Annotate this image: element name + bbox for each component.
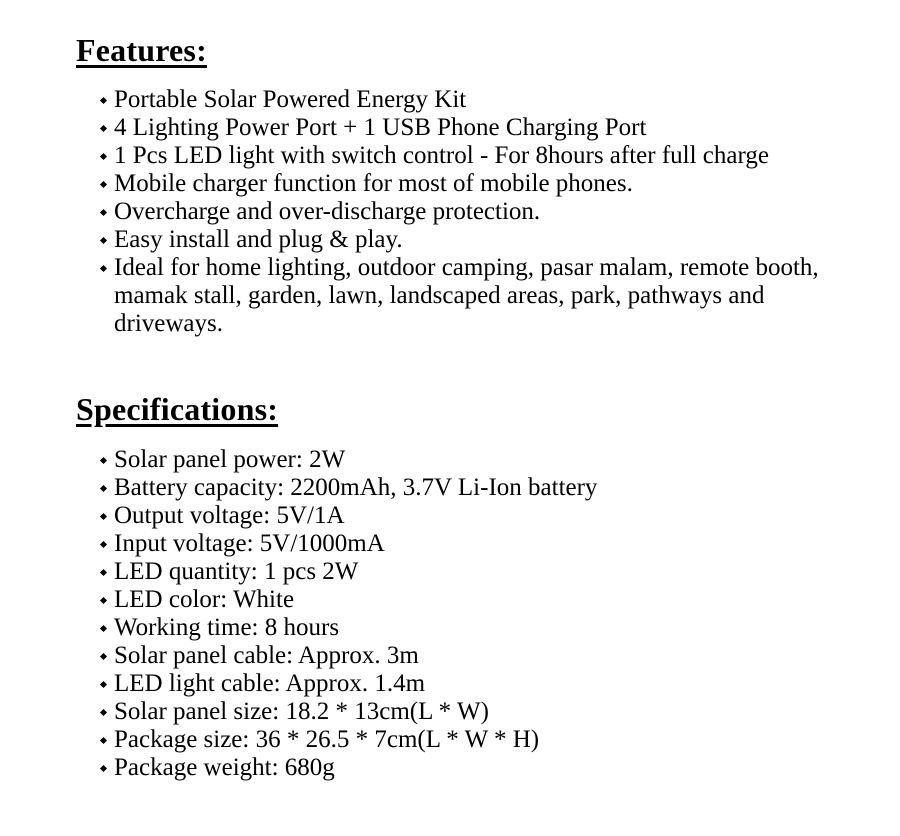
list-item (100, 558, 844, 586)
diamond-bullet-icon (100, 237, 107, 244)
list-item-text: Solar panel cable: Approx. 3m (114, 642, 419, 669)
list-item (100, 142, 844, 170)
list-item (100, 254, 844, 338)
features-list (0, 86, 900, 338)
list-item-text: Solar panel power: 2W (114, 446, 346, 473)
diamond-bullet-icon (100, 485, 107, 492)
diamond-bullet-icon (100, 265, 107, 272)
diamond-bullet-icon (100, 541, 107, 548)
diamond-bullet-icon (100, 625, 107, 632)
list-item (100, 474, 844, 502)
list-item (100, 226, 844, 254)
list-item (100, 114, 844, 142)
diamond-bullet-icon (100, 737, 107, 744)
list-item-text: LED light cable: Approx. 1.4m (114, 670, 426, 697)
diamond-bullet-icon (100, 513, 107, 520)
diamond-bullet-icon (100, 597, 107, 604)
diamond-bullet-icon (100, 653, 107, 660)
specifications-section (0, 389, 900, 782)
list-item (100, 642, 844, 670)
list-item-text: Output voltage: 5V/1A (114, 502, 345, 529)
list-item-text: Easy install and plug & play. (114, 226, 403, 253)
list-item-text: Battery capacity: 2200mAh, 3.7V Li-Ion battery (114, 474, 598, 501)
list-item-text: Input voltage: 5V/1000mA (114, 530, 385, 557)
list-item (100, 670, 844, 698)
list-item (100, 502, 844, 530)
list-item (100, 446, 844, 474)
list-item-text: 4 Lighting Power Port + 1 USB Phone Charging Port (114, 114, 647, 141)
list-item-text: 1 Pcs LED light with switch control - For 8hours after full charge (114, 142, 769, 169)
diamond-bullet-icon (100, 765, 107, 772)
specifications-list (0, 446, 900, 782)
diamond-bullet-icon (100, 153, 107, 160)
features-section (0, 30, 900, 338)
list-item-text: Package weight: 680g (114, 754, 335, 781)
diamond-bullet-icon (100, 569, 107, 576)
list-item-text: Overcharge and over-discharge protection. (114, 198, 541, 225)
list-item-text: Mobile charger function for most of mobile phones. (114, 170, 633, 197)
diamond-bullet-icon (100, 125, 107, 132)
list-item-text: Solar panel size: 18.2 * 13cm(L * W) (114, 698, 489, 725)
list-item-text: Ideal for home lighting, outdoor camping, pasar malam, remote booth, mamak stall, garden, lawn, landscaped areas, park, pathways and driveways. (114, 254, 819, 337)
list-item-text: Portable Solar Powered Energy Kit (114, 86, 467, 113)
list-item (100, 614, 844, 642)
list-item (100, 754, 844, 782)
list-item (100, 170, 844, 198)
list-item-text: Package size: 36 * 26.5 * 7cm(L * W * H) (114, 726, 540, 753)
features-heading: Features: (76, 32, 207, 68)
diamond-bullet-icon (100, 457, 107, 464)
list-item (100, 586, 844, 614)
list-item (100, 530, 844, 558)
diamond-bullet-icon (100, 97, 107, 104)
list-item (100, 86, 844, 114)
list-item (100, 698, 844, 726)
diamond-bullet-icon (100, 681, 107, 688)
specifications-heading: Specifications: (76, 391, 279, 427)
list-item-text: LED quantity: 1 pcs 2W (114, 558, 359, 585)
diamond-bullet-icon (100, 709, 107, 716)
list-item-text: Working time: 8 hours (114, 614, 340, 641)
list-item (100, 726, 844, 754)
list-item-text: LED color: White (114, 586, 295, 613)
diamond-bullet-icon (100, 209, 107, 216)
list-item (100, 198, 844, 226)
diamond-bullet-icon (100, 181, 107, 188)
